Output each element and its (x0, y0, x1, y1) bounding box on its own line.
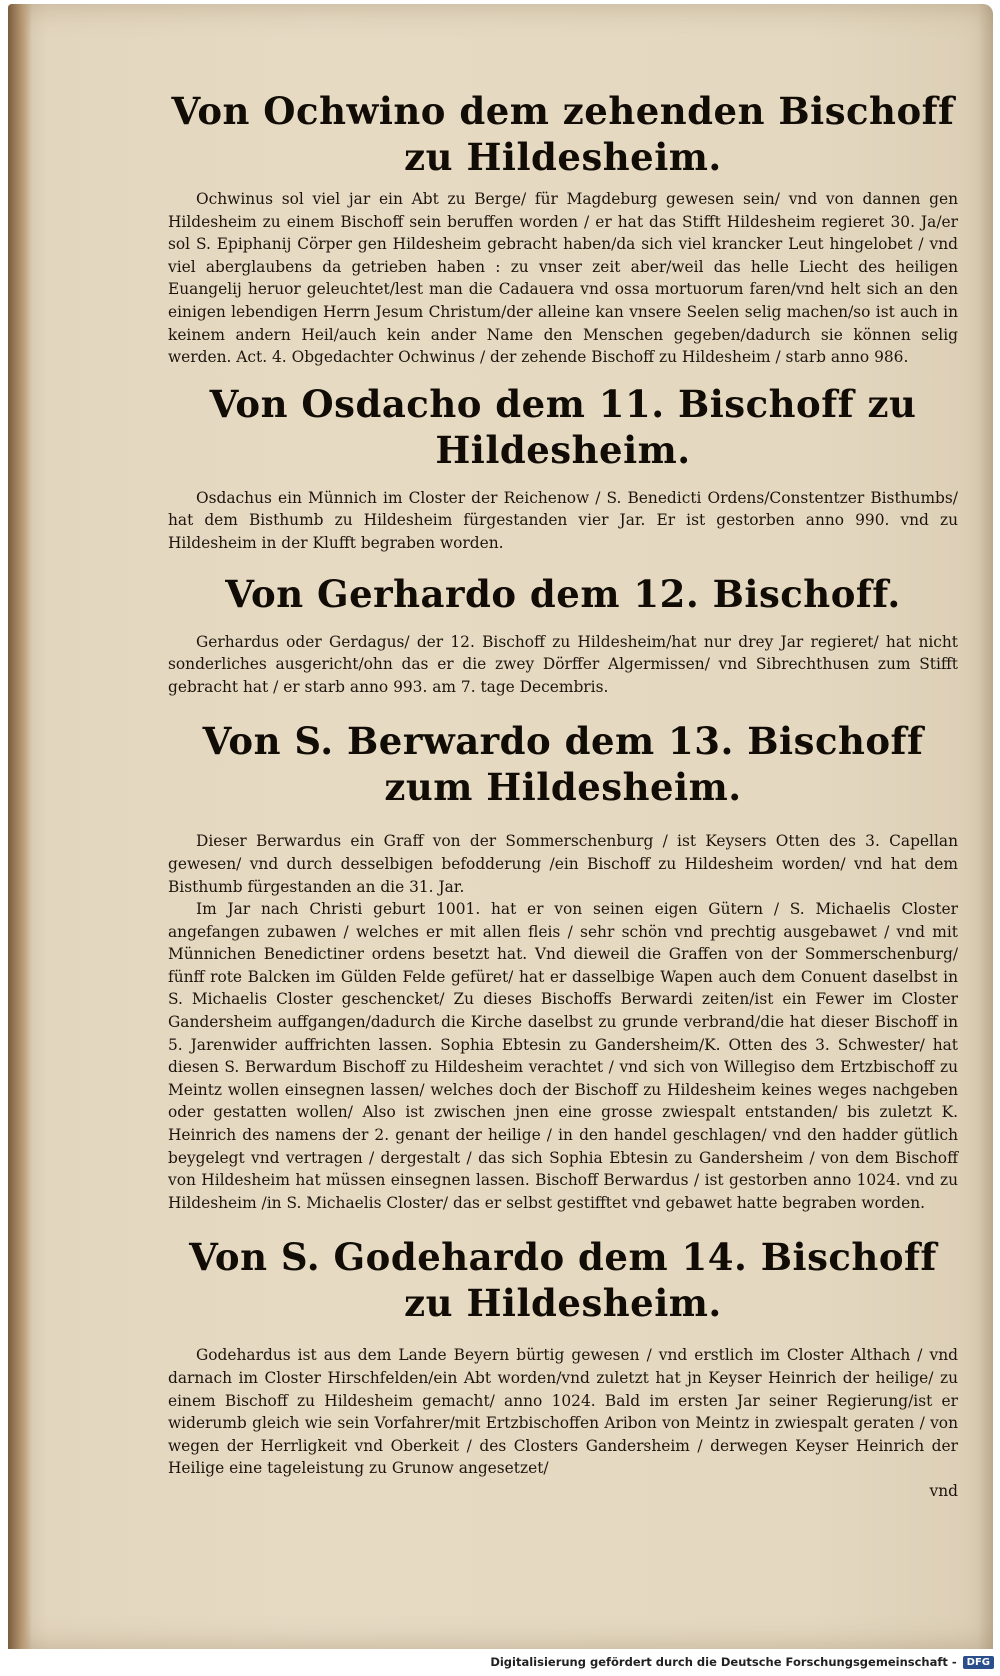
section-paragraph: Godehardus ist aus dem Lande Beyern bürtig gewesen / vnd erstlich im Closter Althach / vnd darnach im Closter Hirschfelden/ein Abt worden/vnd zuletzt hat jn Keyser Heinrich der heilige/ zu einem Bischoff zu Hildesheim gemacht/ anno 1024. Bald im ersten Jar seiner Regierung/ist er widerumb gleich wie sein Vorfahrer/mit Ertzbischoffen Aribon von Meintz in zwiespalt geraten / von wegen der Herrligkeit vnd Oberkeit / des Closters Gandersheim / derwegen Keyser Heinrich der Heilige eine tageleistung zu Grunow angesetzet/ (168, 1346, 958, 1478)
section-paragraph: Im Jar nach Christi geburt 1001. hat er von seinen eigen Gütern / S. Michaelis Closter angefangen zubawen / welches er mit allen fleis / sehr schön vnd prechtig ausgebawet / vnd mit Münnichen Benedictiner ordens besetzt hat. Vnd dieweil die Graffen von der Sommerschenburg/ fünff rote Balcken im Gülden Felde gefüret/ hat er dasselbige Wapen auch dem Conuent daselbst in S. Michaelis Closter geschencket/ Zu dieses Bischoffs Berwardi zeiten/ist ein Fewer im Closter Gandersheim auffgangen/dadurch die Kirche daselbst zu grunde verbrand/die hat dieser Bischoff in 5. Jarenwider auffrichten lassen. Sophia Ebtesin zu Gandersheim/K. Otten des 3. Schwester/ hat diesen S. Berwardum Bischoff zu Hildesheim verachtet / vnd sich von Willegiso dem Ertzbischoff zu Meintz wollen einsegnen lassen/ welches doch der Bischoff zu Hildesheim keines weges nachgeben oder gestatten wollen/ Also ist zwischen jnen eine grosse zwiespalt entstanden/ bis zuletzt K. Heinrich des namens der 2. genant der heilige / in den handel geschlagen/ vnd den hadder gütlich beygelegt vnd vertragen / dergestalt / das sich Sophia Ebtesin zu Gandersheim / von dem Bischoff von Hildesheim hat müssen einsegnen lassen. Bischoff Berwardus / ist gestorben anno 1024. vnd zu Hildesheim /in S. Michaelis Closter/ das er selbst gestifftet vnd gebawet hatte begraben worden. (168, 900, 958, 1212)
section-paragraph: Gerhardus oder Gerdagus/ der 12. Bischoff zu Hildesheim/hat nur drey Jar regieret/ hat nicht sonderliches ausgericht/ohn das er die zwey Dörffer Algermissen/ vnd Sibrechthusen zum Stifft gebracht hat / er starb anno 993. am 7. tage Decembris. (168, 632, 958, 696)
section-heading: Von S. Godehardo dem 14. Bischoff zu Hildesheim. (189, 1235, 937, 1326)
digitization-footer (490, 1652, 994, 1672)
catchword: vnd (929, 1481, 958, 1500)
section-heading: Von Ochwino dem zehenden Bischoff zu Hildesheim. (171, 89, 955, 179)
section-osdacho (168, 381, 958, 555)
section-paragraph: Dieser Berwardus ein Graff von der Sommerschenburg / ist Keysers Otten des 3. Capellan gewesen/ vnd durch desselbigen befodderung /ein Bischoff zu Hildesheim worden/ vnd hat dem Bisthumb fürgestanden an die 31. Jar. (168, 832, 958, 896)
section-heading: Von S. Berwardo dem 13. Bischoff zum Hildesheim. (202, 719, 924, 810)
section-paragraph: Ochwinus sol viel jar ein Abt zu Berge/ für Magdeburg gewesen sein/ vnd von dannen gen Hildesheim zu einem Bischoff sein beruffen worden / er hat das Stifft Hildesheim regieret 30. Ja/er sol S. Epiphanij Cörper gen Hildesheim gebracht haben/da sich viel krancker Leut hingelobet / vnd viel aberglaubens da getrieben haben : zu vnser zeit aber/weil das helle Liecht des heiligen Euangelij heruor geleuchtet/lest man die Cadauera vnd ossa mortuorum faren/vnd helt sich an den einigen lebendigen Herrn Jesum Christum/der alleine kan vnsere Seelen selig machen/so ist auch in keinem andern Heil/auch kein ander Name den Menschen gegeben/dadurch sie können selig werden. Act. 4. Obgedachter Ochwinus / der zehende Bischoff zu Hildesheim / starb anno 986. (168, 190, 958, 367)
section-paragraph: Osdachus ein Münnich im Closter der Reichenow / S. Benedicti Ordens/Constentzer Bisthumbs/ hat dem Bisthumb zu Hildesheim fürgestanden vier Jar. Er ist gestorben anno 990. vnd zu Hildesheim in der Klufft begraben worden. (168, 488, 958, 552)
section-heading: Von Osdacho dem 11. Bischoff zu Hildesheim. (209, 381, 917, 472)
page-content (168, 82, 958, 1502)
section-ochwino (168, 88, 958, 369)
section-godehardo (168, 1234, 958, 1502)
section-berwardo (168, 718, 958, 1214)
scanned-page (8, 4, 993, 1649)
dfg-logo: DFG (963, 1656, 994, 1669)
section-gerhardo (168, 571, 958, 699)
book-spine (8, 4, 32, 1649)
section-heading: Von Gerhardo dem 12. Bischoff. (225, 571, 901, 616)
footer-credit: Digitalisierung gefördert durch die Deutsche Forschungsgemeinschaft - (490, 1655, 957, 1669)
